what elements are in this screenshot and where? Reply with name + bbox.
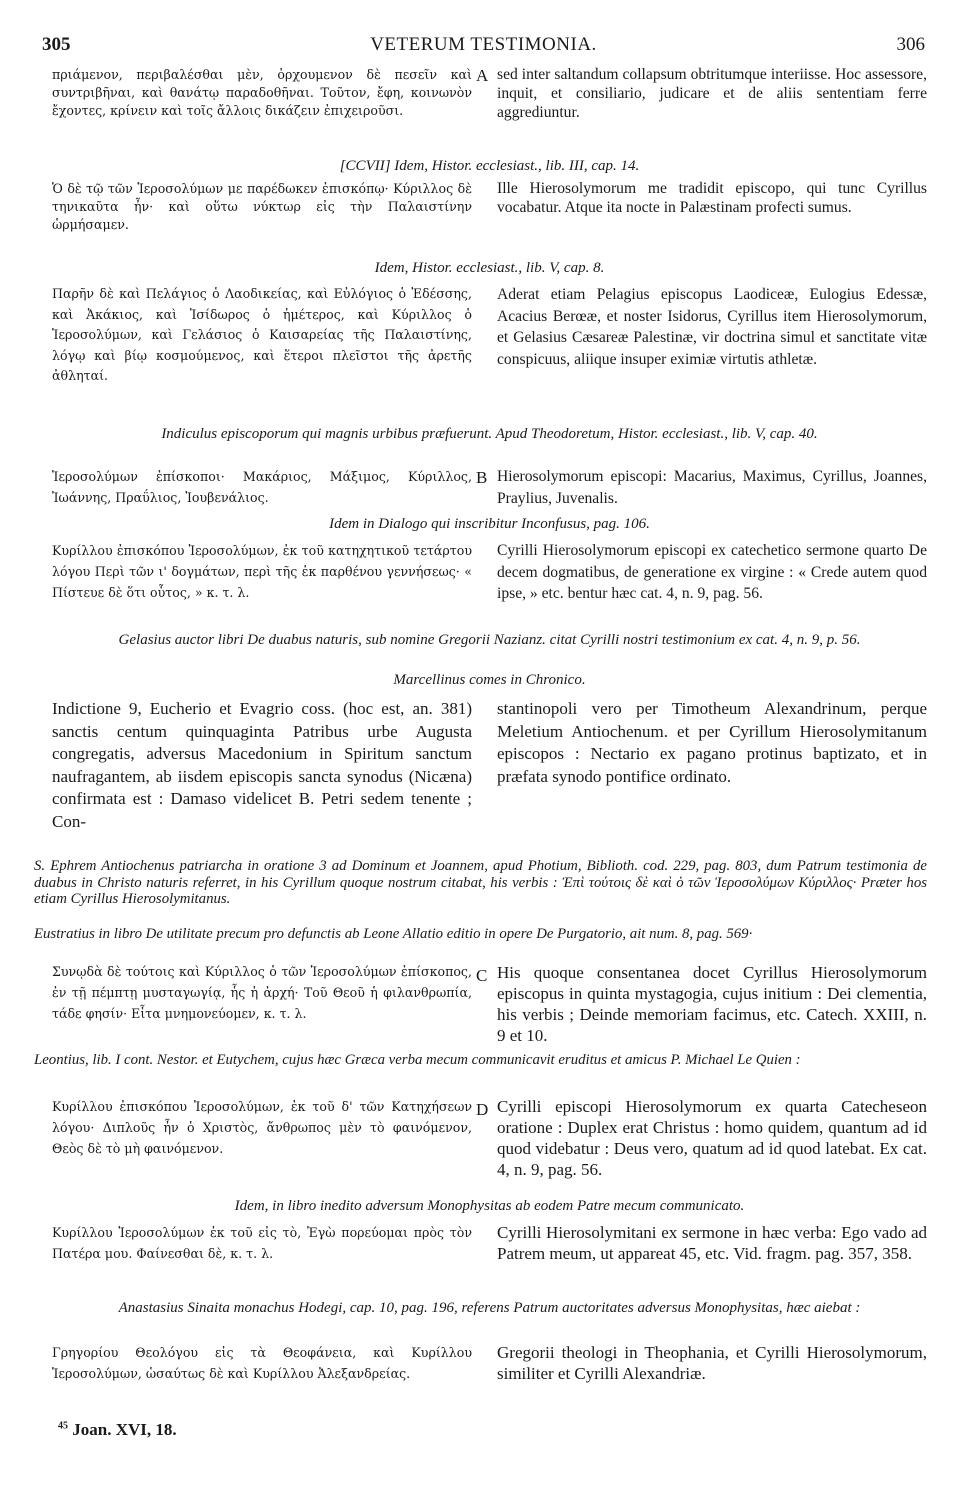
greek-text: Συνῳδὰ δὲ τούτοις καὶ Κύριλλος ὁ τῶν Ἱεροσολύμων ἐπίσκοπος, ἐν τῇ πέμπτῃ μυσταγωγίᾳ, ἧς ἡ ἀρχή· Τοῦ Θεοῦ ἡ φιλανθρωπία, τάδε φησίν· Εἶτα μνημονεύομεν, κ. τ. λ. [52, 964, 472, 1021]
margin-letter: D [476, 1100, 489, 1119]
greek-text: Ὁ δὲ τῷ τῶν Ἱεροσολύμων με παρέδωκεν ἐπισκόπῳ· Κύριλλος δὲ τηνικαῦτα ἦν· καὶ οὕτω νύκτωρ εἰς τὴν Παλαιστίνην ὡρμήσαμεν. [52, 181, 472, 233]
latin-text-left: Indictione 9, Eucherio et Evagrio coss. (hoc est, an. 381) sanctis centum quinquaginta Patribus urbe Augusta congregatis, adversus Macedonium in Spiritum sanctum naufragantem, ab iisdem episcopis sancta synodus (Nicæna) confirmata est : Damaso videlicet B. Petri sedem tenente ; Con- [52, 699, 472, 831]
latin-text: Hierosolymorum episcopi: Macarius, Maximus, Cyrillus, Joannes, Praylius, Juvenalis. [497, 468, 927, 507]
section-heading: Idem, Histor. ecclesiast., lib. V, cap. 8. [374, 260, 605, 276]
section-heading: [CCVII] Idem, Histor. ecclesiast., lib. III, cap. 14. [339, 158, 640, 174]
latin-text: sed inter saltandum collapsum obtritumque interiisse. Hoc assessore, inquit, et consiliario, judicare et de aliis sententiam ferre aggrediuntur. [497, 66, 927, 121]
footnote-number: 45 [58, 1420, 68, 1432]
greek-text: πριάμενον, περιβαλέσθαι μὲν, ὀρχουμενον δὲ πεσεῖν καὶ συντριβῆναι, καὶ θανάτῳ παραδοθῆναι. Τοῦτον, ἔφη, κοινωνὸν ἔχοντες, κρίνειν καὶ τοῖς ἄλλοις δικάζειν ἐπιχειροῦσι. [52, 67, 472, 119]
greek-text: Γρηγορίου Θεολόγου εἰς τὰ Θεοφάνεια, καὶ Κυρίλλου Ἱεροσολύμων, ὡσαύτως δὲ καὶ Κυρίλλου Ἀλεξανδρείας. [52, 1345, 472, 1381]
section-heading: Gelasius auctor libri De duabus naturis, sub nomine Gregorii Nazianz. citat Cyrilli nostri testimonium ex cat. 4, n. 9, p. 56. [118, 632, 861, 648]
citation-block: Leontius, lib. I cont. Nestor. et Eutychem, cujus hæc Græca verba mecum communicavit eruditus et amicus P. Michael Le Quien : [34, 1052, 801, 1068]
page-number-right: 306 [896, 34, 925, 55]
latin-text: His quoque consentanea docet Cyrillus Hierosolymorum episcopus in quinta mystagogia, cujus initium : Dei clementia, his verbis ; Deinde memoriam facimus, etc. Catech. XXIII, n. 9 et 10. [497, 963, 927, 1045]
footnote [58, 1420, 177, 1440]
section-heading: Idem in Dialogo qui inscribitur Inconfusus, pag. 106. [329, 516, 650, 532]
greek-text: Ἱεροσολύμων ἐπίσκοποι· Μακάριος, Μάξιμος, Κύριλλος, Ἰωάννης, Πραΰλιος, Ἰουβενάλιος. [52, 469, 472, 505]
latin-text: Cyrilli Hierosolymorum episcopi ex catechetico sermone quarto De decem dogmatibus, de generatione ex virgine : « Crede autem quod ipse, » etc. bentur hæc cat. 4, n. 9, pag. 56. [497, 542, 927, 602]
margin-letter: B [476, 468, 488, 487]
margin-letter: A [476, 66, 489, 85]
latin-text: Cyrilli Hierosolymitani ex sermone in hæc verba: Ego vado ad Patrem meum, ut appareat 45, etc. Vid. fragm. pag. 357, 358. [497, 1223, 927, 1263]
greek-text: Παρῆν δὲ καὶ Πελάγιος ὁ Λαοδικείας, καὶ Εὐλόγιος ὁ Ἐδέσσης, καὶ Ἀκάκιος, καὶ Ἰσίδωρος ὁ ἡμέτερος, καὶ Κύριλλος ὁ Ἱεροσολύμων, καὶ Γελάσιος ὁ Καισαρείας τῆς Παλαιστίνης, λόγῳ καὶ βίῳ κοσμούμενος, καὶ ἕτεροι πλεῖστοι τῆς ἀρετῆς ἀθληταί. [52, 286, 472, 383]
latin-text: Gregorii theologi in Theophania, et Cyrilli Hierosolymorum, similiter et Cyrilli Alexandriæ. [497, 1343, 927, 1383]
citation-block: Eustratius in libro De utilitate precum pro defunctis ab Leone Allatio editio in opere De Purgatorio, ait num. 8, pag. 569· [34, 926, 753, 942]
latin-text: Cyrilli episcopi Hierosolymorum ex quarta Catecheseon oratione : Duplex erat Christus : homo quidem, quantum ad id quod videbatur : Deus vero, quatum ad id quod latebat. Ex cat. 4, n. 9, pag. 56. [497, 1097, 927, 1179]
section-heading: Idem, in libro inedito adversum Monophysitas ab eodem Patre mecum communicato. [234, 1198, 745, 1214]
latin-text: Aderat etiam Pelagius episcopus Laodiceæ, Eulogius Edessæ, Acacius Berœæ, et noster Isidorus, Cyrillus item Hierosolymorum, et Gelasius Cæsareæ Palestinæ, vir doctrina simul et sanctitate vitæ conspicuus, aliique insuper eximiæ virtutis athletæ. [497, 286, 927, 368]
page-header [42, 34, 925, 56]
running-title: VETERUM TESTIMONIA. [370, 34, 597, 55]
section-heading: Anastasius Sinaita monachus Hodegi, cap. 10, pag. 196, referens Patrum auctoritates adversus Monophysitas, hæc aiebat : [118, 1300, 861, 1316]
greek-text: Κυρίλλου ἐπισκόπου Ἱεροσολύμων, ἐκ τοῦ κατηχητικοῦ τετάρτου λόγου Περὶ τῶν ι' δογμάτων, περὶ τῆς ἐκ παρθένου γεννήσεως· « Πίστευε δὲ ὅτι οὗτος, » κ. τ. λ. [52, 543, 472, 600]
margin-letter: C [476, 966, 488, 985]
page-number-left: 305 [42, 34, 71, 55]
section-heading: Marcellinus comes in Chronico. [393, 672, 586, 688]
section-heading: Indiculus episcoporum qui magnis urbibus præfuerunt. Apud Theodoretum, Histor. ecclesiast., lib. V, cap. 40. [161, 426, 818, 442]
latin-text-right: stantinopoli vero per Timotheum Alexandrinum, perque Meletium Antiochenum. et per Cyrillum Hierosolymitanum episcopos : Nectario ex pagano protinus baptizato, et in præfata synodo pontifice ordinato. [497, 699, 927, 786]
latin-text: Ille Hierosolymorum me tradidit episcopo, qui tunc Cyrillus vocabatur. Atque ita nocte in Palæstinam profecti sumus. [497, 180, 927, 216]
citation-block: S. Ephrem Antiochenus patriarcha in oratione 3 ad Dominum et Joannem, apud Photium, Biblioth. cod. 229, pag. 803, dum Patrum testimonia de duabus in Christo naturis referret, in his Cyrillum quoque nostrum citabat, his verbis : Ἐπὶ τούτοις δὲ καὶ ὁ τῶν Ἱεροσολύμων Κύριλλος· Præter hos etiam Cyrillus Hierosolymitanus. [34, 858, 927, 908]
footnote-text: Joan. XVI, 18. [72, 1420, 177, 1439]
greek-text: Κυρίλλου ἐπισκόπου Ἱεροσολύμων, ἐκ τοῦ δ' τῶν Κατηχήσεων λόγου· Διπλοῦς ἦν ὁ Χριστὸς, ἄνθρωπος μὲν τὸ φαινόμενον, Θεὸς δὲ τὸ μὴ φαινόμενον. [52, 1099, 472, 1156]
greek-text: Κυρίλλου Ἱεροσολύμων ἐκ τοῦ εἰς τὸ, Ἐγὼ πορεύομαι πρὸς τὸν Πατέρα μου. Φαίνεσθαι δὲ, κ. τ. λ. [52, 1225, 472, 1261]
